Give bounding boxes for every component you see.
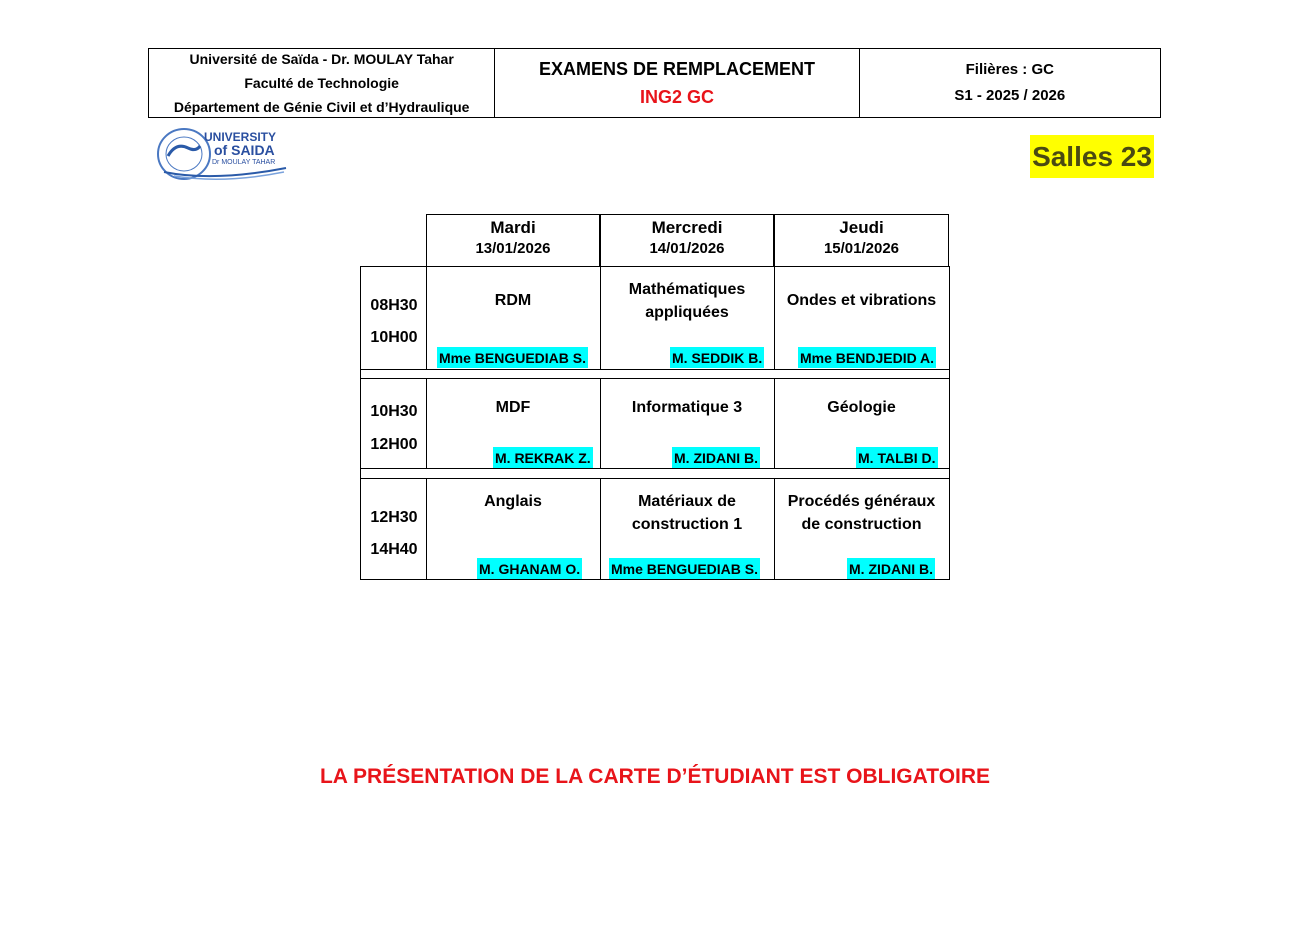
day-date: 14/01/2026 — [649, 240, 725, 257]
institution-block — [149, 49, 495, 117]
day-name: Mercredi — [651, 218, 723, 237]
exam-teacher: Mme BENGUEDIAB S. — [609, 558, 760, 579]
slot-start-time: 08H30 — [370, 297, 418, 314]
exam-teacher: Mme BENDJEDID A. — [798, 347, 936, 368]
day-name: Jeudi — [839, 218, 884, 237]
exam-subject: Mathématiques appliquées — [628, 281, 746, 321]
grid-line — [360, 378, 950, 379]
student-card-notice: LA PRÉSENTATION DE LA CARTE D’ÉTUDIANT EST OBLIGATOIRE — [319, 765, 991, 788]
slot-end-time: 14H40 — [370, 541, 418, 558]
exam-subject: Procédés généraux de construction — [787, 493, 936, 533]
grid-line — [774, 378, 775, 468]
grid-line — [360, 478, 950, 479]
grid-line — [360, 579, 950, 580]
slot-end-time: 10H00 — [370, 329, 418, 346]
room-label: Salles 23 — [1030, 135, 1154, 178]
exam-subject: Matériaux de construction 1 — [631, 493, 743, 533]
slot-start-time: 12H30 — [370, 509, 418, 526]
faculty-name: Faculté de Technologie — [244, 75, 399, 91]
exam-title: EXAMENS DE REMPLACEMENT — [538, 59, 815, 79]
exam-subject: RDM — [494, 292, 532, 309]
university-logo — [154, 124, 294, 184]
exam-subject: Anglais — [484, 493, 542, 510]
slot-end-time: 12H00 — [370, 436, 418, 453]
grid-line — [949, 266, 950, 579]
grid-line — [426, 266, 427, 369]
grid-line — [360, 266, 950, 267]
filieres-label: Filières : GC — [965, 61, 1054, 78]
day-header-thursday — [774, 214, 949, 267]
logo-text-2: of SAIDA — [214, 142, 275, 158]
grid-line — [600, 378, 601, 468]
exam-teacher: M. SEDDIK B. — [670, 347, 764, 368]
exam-teacher: M. REKRAK Z. — [493, 447, 593, 468]
logo-text-1: UNIVERSITY — [204, 130, 277, 144]
slot-start-time: 10H30 — [370, 403, 418, 420]
grid-line — [774, 266, 775, 369]
level-label: ING2 GC — [639, 87, 714, 107]
exam-teacher: M. ZIDANI B. — [672, 447, 760, 468]
logo-text-3: Dr MOULAY TAHAR — [212, 159, 276, 166]
university-name: Université de Saïda - Dr. MOULAY Tahar — [189, 51, 454, 67]
department-name: Département de Génie Civil et d’Hydraulique — [173, 99, 470, 115]
exam-subject: Ondes et vibrations — [786, 292, 937, 309]
grid-line — [360, 369, 950, 370]
grid-line — [360, 266, 361, 579]
day-date: 13/01/2026 — [475, 240, 551, 257]
exam-subject: Géologie — [827, 399, 896, 416]
grid-line — [360, 468, 950, 469]
document-header — [148, 48, 1161, 118]
grid-line — [426, 378, 427, 468]
day-header-wednesday — [600, 214, 774, 267]
exam-teacher: M. TALBI D. — [856, 447, 938, 468]
day-date: 15/01/2026 — [823, 240, 900, 257]
title-block — [495, 49, 859, 117]
exam-subject: Informatique 3 — [631, 399, 743, 416]
program-block — [860, 49, 1160, 117]
day-header-tuesday — [426, 214, 600, 267]
exam-teacher: M. ZIDANI B. — [847, 558, 935, 579]
exam-teacher: M. GHANAM O. — [477, 558, 582, 579]
exam-teacher: Mme BENGUEDIAB S. — [437, 347, 588, 368]
exam-subject: MDF — [495, 399, 531, 416]
day-name: Mardi — [490, 218, 536, 237]
semester-label: S1 - 2025 / 2026 — [954, 87, 1066, 104]
